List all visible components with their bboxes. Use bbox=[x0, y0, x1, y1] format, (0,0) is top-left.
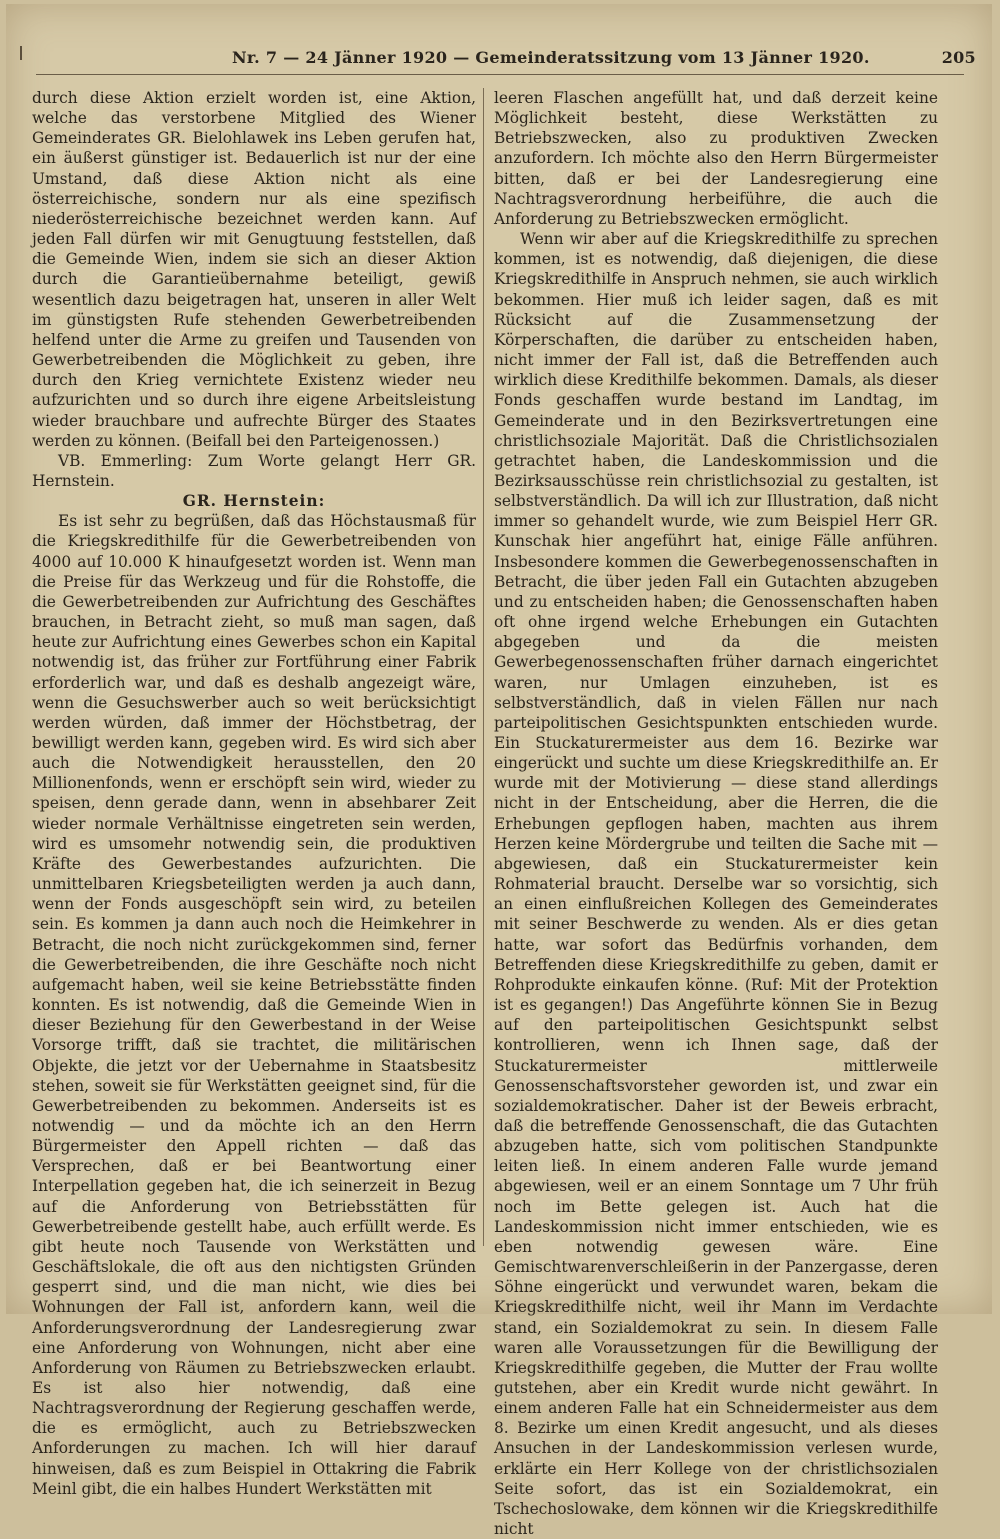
left-paragraph-2: VB. Emmerling: Zum Worte gelangt Herr GR. Hernstein. bbox=[32, 451, 476, 490]
right-paragraph-2: Wenn wir aber auf die Kriegskredithilfe zu sprechen kommen, ist es notwendig, daß diejenigen, die diese Kriegskredithilfe in Anspruch nehmen, sie auch wirklich bekommen. Hier muß ich leider sagen, daß es mit Rücksicht auf die Zusammensetzung der Körperschaften, die darüber zu entscheiden haben, nicht immer der Fall ist, daß die Betreffenden auch wirklich diese Kredithilfe bekommen. Damals, als dieser Fonds geschaffen wurde bestand im Landtag, im Gemeinderate und in den Bezirksvertretungen eine christlichsoziale Majorität. Daß die Christlichsozialen getrachtet haben, die Landeskommission und die Bezirksausschüsse rein christlichsozial zu gestalten, ist selbstverständlich. Da will ich zur Illustration, daß nicht immer so gehandelt wurde, wie zum Beispiel Herr GR. Kunschak hier angeführt hat, einige Fälle anführen. Insbesondere kommen die Gewerbegenossenschaften in Betracht, die über jeden Fall ein Gutachten abzugeben und zu entscheiden haben; die Genossenschaften haben oft ohne irgend welche Erhebungen ein Gutachten abgegeben und da die meisten Gewerbegenossenschaften früher darnach eingerichtet waren, nur Umlagen einzuheben, ist es selbstverständlich, daß in vielen Fällen nur nach parteipolitischen Gesichtspunkten entschieden wurde. Ein Stuckaturermeister aus dem 16. Bezirke war eingerückt und suchte um diese Kriegskredithilfe an. Er wurde mit der Motivierung — diese stand allerdings nicht in der Entscheidung, aber die Herren, die die Erhebungen gepflogen haben, machten aus ihrem Herzen keine Mördergrube und teilten die Sache mit — abgewiesen, daß ein Stuckaturermeister kein Rohmaterial braucht. Derselbe war so vorsichtig, sich an einen einflußreichen Kollegen des Gemeinderates mit seiner Beschwerde zu wenden. Als er dies getan hatte, war sofort das Bedürfnis vorhanden, dem Betreffenden diese Kriegskredithilfe zu geben, damit er Rohprodukte einkaufen könne. (Ruf: Mit der Protektion ist es gegangen!) Das Angeführte können Sie in Bezug auf den parteipolitischen Gesichtspunkt selbst kontrollieren, wenn ich Ihnen sage, daß der Stuckaturermeister mittlerweile Genossenschaftsvorsteher geworden ist, und zwar ein sozialdemokratischer. Daher ist der Beweis erbracht, daß die betreffende Genossenschaft, die das Gutachten abzugeben hatte, sich vom politischen Standpunkte leiten ließ. In einem anderen Falle wurde jemand abgewiesen, weil er an einem Sonntage um 7 Uhr früh noch im Bette gelegen ist. Auch hat die Landeskommission nicht immer entschieden, wie es eben notwendig gewesen wäre. Eine Gemischtwarenverschleißerin in der Panzergasse, deren Söhne eingerückt und verwundet waren, bekam die Kriegskredithilfe nicht, weil ihr Mann im Verdachte stand, ein Sozialdemokrat zu sein. In diesem Falle waren alle Voraussetzungen für die Bewilligung der Kriegskredithilfe gegeben, die Mutter der Frau wollte gutstehen, aber ein Kredit wurde nicht gewährt. In einem anderen Falle hat ein Schneidermeister aus dem 8. Bezirke um einen Kredit angesucht, und als dieses Ansuchen in der Landeskommission verlesen wurde, erklärte ein Herr Kollege von der christlichsozialen Seite sofort, das ist ein Sozialdemokrat, ein Tschechoslowake, dem können wir die Kriegskredithilfe nicht bbox=[494, 230, 938, 1539]
page-number: 205 bbox=[941, 48, 976, 67]
left-column bbox=[32, 88, 476, 1499]
right-column bbox=[494, 88, 938, 1539]
right-paragraph-1: leeren Flaschen angefüllt hat, und daß derzeit keine Möglichkeit besteht, diese Werkstätten zu Betriebszwecken, also zu produktiven Zwecken anzufordern. Ich möchte also den Herrn Bürgermeister bitten, daß er bei der Landesregierung eine Nachtragsverordnung herbeiführe, die auch die Anforderung zu Betriebszwecken ermöglicht. bbox=[494, 89, 938, 228]
left-paragraph-1: durch diese Aktion erzielt worden ist, eine Aktion, welche das verstorbene Mitglied des Wiener Gemeinderates GR. Bielohlawek ins Leben gerufen hat, ein äußerst günstiger ist. Bedauerlich ist nur der eine Umstand, daß diese Aktion nicht als eine österreichische, sondern nur als eine spezifisch niederösterreichische bezeichnet werden kann. Auf jeden Fall dürfen wir mit Genugtuung feststellen, daß die Gemeinde Wien, indem sie sich an dieser Aktion durch die Garantieübernahme beteiligt, gewiß wesentlich dazu beigetragen hat, unseren in aller Welt im günstigsten Rufe stehenden Gewerbetreibenden helfend unter die Arme zu greifen und Tausenden von Gewerbetreibenden die Möglichkeit zu geben, ihre durch den Krieg vernichtete Existenz wieder neu aufzurichten und so durch ihre eigene Arbeitsleistung wieder brauchbare und aufrechte Bürger des Staates werden zu können. (Beifall bei den Parteigenossen.) bbox=[32, 89, 476, 450]
header-issue-line: Nr. 7 — 24 Jänner 1920 — Gemeinderatssitzung vom 13 Jänner 1920. bbox=[232, 48, 870, 67]
page-header bbox=[0, 44, 1000, 74]
column-divider bbox=[483, 88, 484, 1246]
header-rule bbox=[36, 74, 964, 75]
speaker-heading: GR. Hernstein: bbox=[182, 492, 326, 511]
left-paragraph-3: Es ist sehr zu begrüßen, daß das Höchstausmaß für die Kriegskredithilfe für die Gewerbetreibenden von 4000 auf 10.000 K hinaufgesetzt worden ist. Wenn man die Preise für das Werkzeug und für die Rohstoffe, die die Gewerbetreibenden zur Aufrichtung des Geschäftes brauchen, in Betracht zieht, so muß man sagen, daß heute zur Aufrichtung eines Gewerbes schon ein Kapital notwendig ist, das früher zur Fortführung einer Fabrik erforderlich war, und daß es deshalb angezeigt wäre, wenn die Gesuchswerber auch so weit berücksichtigt werden würden, daß immer der Höchstbetrag, der bewilligt werden kann, gegeben wird. Es wird sich aber auch die Notwendigkeit herausstellen, den 20 Millionenfonds, wenn er erschöpft sein wird, wieder zu speisen, denn gerade dann, wenn in absehbarer Zeit wieder normale Verhältnisse eingetreten sein werden, wird es umsomehr notwendig sein, die produktiven Kräfte des Gewerbestandes aufzurichten. Die unmittelbaren Kriegsbeteiligten werden ja auch dann, wenn der Fonds ausgeschöpft sein wird, zu beteilen sein. Es kommen ja dann auch noch die Heimkehrer in Betracht, die noch nicht zurückgekommen sind, ferner die Gewerbetreibenden, die ihre Geschäfte noch nicht aufgemacht haben, weil sie keine Betriebsstätte finden konnten. Es ist notwendig, daß die Gemeinde Wien in dieser Beziehung für den Gewerbestand in der Weise Vorsorge trifft, daß sie trachtet, die militärischen Objekte, die jetzt vor der Uebernahme in Staatsbesitz stehen, soweit sie für Werkstätten geeignet sind, für die Gewerbetreibenden zu bekommen. Anderseits ist es notwendig — und da möchte ich an den Herrn Bürgermeister den Appell richten — daß das Versprechen, daß er bei Beantwortung einer Interpellation gegeben hat, die ich seinerzeit in Bezug auf die Anforderung von Betriebsstätten für Gewerbetreibende gestellt habe, auch erfüllt werde. Es gibt heute noch Tausende von Werkstätten und Geschäftslokale, die oft aus den nichtigsten Gründen gesperrt sind, und die man nicht, wie dies bei Wohnungen der Fall ist, anfordern kann, weil die Anforderungsverordnung der Landesregierung zwar eine Anforderung von Wohnungen, nicht aber eine Anforderung von Räumen zu Betriebszwecken erlaubt. Es ist also hier notwendig, daß eine Nachtragsverordnung der Regierung geschaffen werde, die es ermöglicht, auch zu Betriebszwecken Anforderungen zu machen. Ich will hier darauf hinweisen, daß es zum Beispiel in Ottakring die Fabrik Meinl gibt, die ein halbes Hundert Werkstätten mit bbox=[32, 512, 476, 1498]
